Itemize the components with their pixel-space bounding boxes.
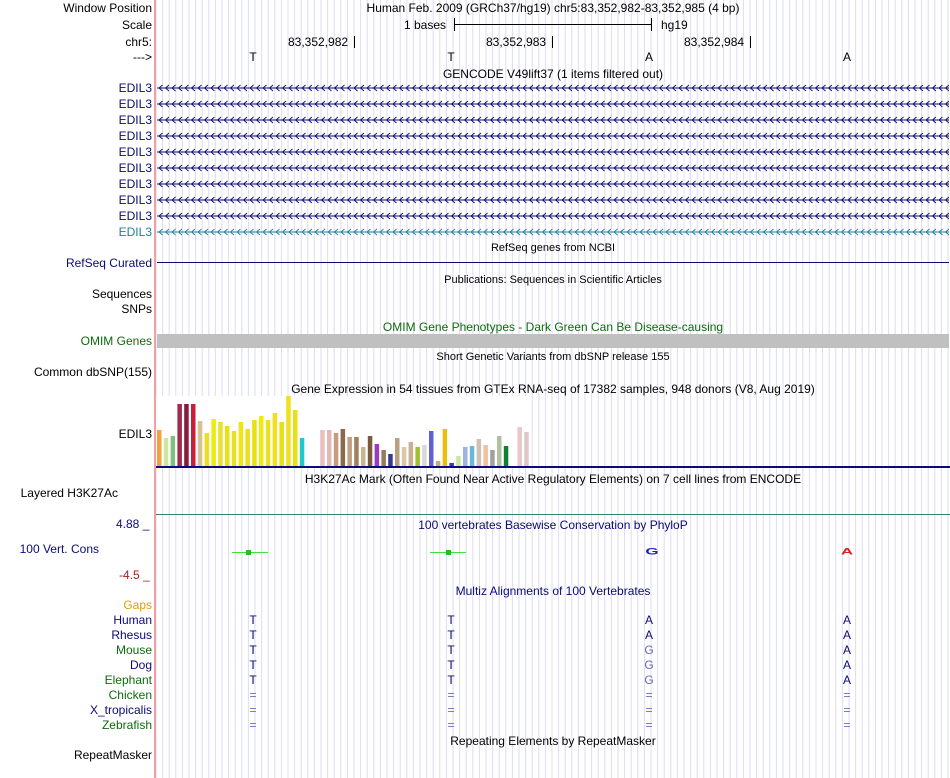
gencode-gene-label[interactable]: EDIL3	[118, 113, 152, 127]
multiz-aligned-base: =	[843, 688, 851, 702]
ref-base: A	[842, 50, 851, 64]
gtex-tissue-bar[interactable]	[191, 404, 196, 466]
multiz-species-label[interactable]: Elephant	[104, 673, 152, 687]
phylop-bar-marker	[446, 550, 451, 555]
gtex-tissue-bar[interactable]	[497, 436, 502, 466]
gtex-tissue-bar[interactable]	[273, 413, 278, 466]
gtex-tissue-bar[interactable]	[327, 430, 332, 466]
phylop-track-label[interactable]: 100 Vert. Cons	[19, 542, 99, 556]
multiz-aligned-base: G	[644, 643, 654, 657]
multiz-aligned-base: =	[249, 688, 257, 702]
gtex-tissue-bar[interactable]	[177, 404, 182, 466]
multiz-species-label[interactable]: Mouse	[115, 643, 152, 657]
gtex-tissue-bar[interactable]	[266, 420, 271, 466]
gtex-tissue-bar[interactable]	[375, 444, 380, 466]
gencode-gene-label[interactable]: EDIL3	[118, 129, 152, 143]
gtex-tissue-bar[interactable]	[368, 436, 373, 466]
gencode-gene-model[interactable]	[157, 227, 949, 237]
gtex-tissue-bar[interactable]	[198, 421, 203, 466]
gtex-tissue-bar[interactable]	[211, 419, 216, 466]
gtex-baseline	[156, 466, 950, 468]
multiz-aligned-base: =	[645, 688, 653, 702]
ref-base: T	[249, 50, 257, 64]
publications-track-label[interactable]: Sequences	[91, 287, 152, 301]
multiz-aligned-base: T	[447, 673, 455, 687]
gtex-tissue-bar[interactable]	[259, 416, 264, 466]
gencode-gene-model[interactable]	[157, 163, 949, 173]
multiz-aligned-base: T	[249, 658, 257, 672]
repeatmasker-track-label[interactable]: RepeatMasker	[73, 748, 152, 762]
scale-bar	[454, 24, 652, 25]
scale-bar-right-tick	[651, 18, 652, 31]
multiz-species-label[interactable]: Zebrafish	[101, 718, 152, 732]
gtex-track-label[interactable]: EDIL3	[118, 427, 152, 441]
multiz-aligned-base: =	[249, 703, 257, 717]
gtex-tissue-bar[interactable]	[205, 433, 210, 466]
refseq-track-title[interactable]: RefSeq genes from NCBI	[490, 242, 616, 254]
h3k27ac-track-title[interactable]: H3K27Ac Mark (Often Found Near Active Regulatory Elements) on 7 cell lines from ENCODE	[304, 472, 802, 486]
gtex-tissue-bar[interactable]	[429, 431, 434, 466]
multiz-aligned-base: A	[842, 613, 851, 627]
gtex-tissue-bar[interactable]	[184, 404, 189, 466]
omim-gene-bar[interactable]	[157, 334, 949, 348]
position-tick-mark-1	[354, 36, 355, 48]
gencode-gene-model[interactable]	[157, 147, 949, 157]
position-tick-1: 83,352,982	[288, 35, 349, 49]
chrom-label: chr5:	[125, 35, 152, 49]
gtex-tissue-bar[interactable]	[477, 439, 482, 466]
dbsnp-track-label[interactable]: Common dbSNP(155)	[33, 365, 152, 379]
gencode-gene-label[interactable]: EDIL3	[118, 193, 152, 207]
gencode-gene-label[interactable]: EDIL3	[118, 161, 152, 175]
gtex-tissue-bar[interactable]	[334, 433, 339, 466]
multiz-aligned-base: =	[447, 718, 455, 732]
gtex-tissue-bar[interactable]	[517, 427, 522, 466]
gtex-tissue-bar[interactable]	[320, 430, 325, 466]
gtex-tissue-bar[interactable]	[402, 447, 407, 466]
gtex-tissue-bar[interactable]	[381, 450, 386, 466]
multiz-track-title[interactable]: Multiz Alignments of 100 Vertebrates	[455, 584, 651, 598]
gtex-tissue-bar[interactable]	[341, 429, 346, 466]
gtex-tissue-bar[interactable]	[483, 445, 488, 466]
refseq-track-label[interactable]: RefSeq Curated	[65, 256, 152, 270]
gtex-tissue-bar[interactable]	[218, 422, 223, 466]
multiz-aligned-base: A	[644, 613, 653, 627]
position-tick-mark-3	[750, 36, 751, 48]
multiz-aligned-base: =	[645, 703, 653, 717]
multiz-aligned-base: T	[447, 658, 455, 672]
scale-bar-left-tick	[454, 18, 455, 31]
position-tick-mark-2	[552, 36, 553, 48]
multiz-species-label[interactable]: Dog	[129, 658, 152, 672]
phylop-bar-marker	[246, 550, 251, 555]
gtex-tissue-bar[interactable]	[504, 446, 509, 466]
gtex-tissue-bar[interactable]	[279, 422, 284, 466]
multiz-aligned-base: =	[249, 718, 257, 732]
gtex-tissue-bar[interactable]	[300, 438, 305, 466]
publications-track-title[interactable]: Publications: Sequences in Scientific Articles	[444, 274, 662, 286]
position-tick-2: 83,352,983	[486, 35, 547, 49]
multiz-aligned-base: T	[447, 628, 455, 642]
gtex-track-title[interactable]: Gene Expression in 54 tissues from GTEx RNA-seq of 17382 samples, 948 donors (V8, Aug 2019)	[291, 382, 815, 396]
gtex-tissue-bar[interactable]	[293, 410, 298, 466]
multiz-aligned-base: =	[447, 688, 455, 702]
gtex-tissue-bar[interactable]	[286, 396, 291, 466]
multiz-aligned-base: T	[249, 643, 257, 657]
gtex-tissue-bar[interactable]	[252, 420, 257, 466]
gtex-tissue-bar[interactable]	[490, 450, 495, 466]
dbsnp-track-title[interactable]: Short Genetic Variants from dbSNP release 155	[436, 351, 670, 363]
snps-track-label[interactable]: SNPs	[121, 302, 152, 316]
multiz-aligned-base: A	[842, 658, 851, 672]
phylop-min-label: -4.5 _	[119, 568, 150, 582]
gencode-gene-label[interactable]: EDIL3	[118, 81, 152, 95]
phylop-logo-letter-g: G	[645, 546, 659, 557]
position-tick-3: 83,352,984	[684, 35, 745, 49]
gtex-tissue-bar[interactable]	[245, 429, 250, 466]
multiz-aligned-base: T	[447, 643, 455, 657]
gtex-tissue-bar[interactable]	[164, 438, 169, 466]
gtex-tissue-bar[interactable]	[225, 426, 230, 466]
omim-track-label[interactable]: OMIM Genes	[80, 334, 152, 348]
ref-base: A	[644, 50, 653, 64]
gtex-tissue-bar[interactable]	[361, 447, 366, 466]
multiz-gaps-label: Gaps	[123, 598, 152, 612]
scale-label: Scale	[121, 18, 152, 32]
multiz-aligned-base: =	[645, 718, 653, 732]
phylop-track-title[interactable]: 100 vertebrates Basewise Conservation by PhyloP	[418, 518, 688, 532]
phylop-logo-letter-a: A	[840, 546, 854, 557]
gencode-gene-model[interactable]	[157, 115, 949, 125]
multiz-aligned-base: =	[843, 718, 851, 732]
scale-bases-text: 1 bases	[404, 18, 447, 32]
multiz-aligned-base: T	[249, 673, 257, 687]
gtex-tissue-bar[interactable]	[388, 454, 393, 466]
gtex-tissue-bar[interactable]	[395, 438, 400, 466]
multiz-species-label[interactable]: X_tropicalis	[89, 703, 152, 717]
gencode-gene-model[interactable]	[157, 99, 949, 109]
multiz-aligned-base: T	[249, 628, 257, 642]
multiz-aligned-base: =	[843, 703, 851, 717]
multiz-aligned-base: T	[249, 613, 257, 627]
gtex-tissue-bar[interactable]	[524, 432, 529, 466]
gtex-tissue-bar[interactable]	[409, 442, 414, 466]
gtex-tissue-bar[interactable]	[422, 445, 427, 466]
multiz-aligned-base: =	[447, 703, 455, 717]
repeatmasker-track-title[interactable]: Repeating Elements by RepeatMasker	[450, 734, 656, 748]
gencode-gene-label[interactable]: EDIL3	[118, 209, 152, 223]
phylop-max-label: 4.88 _	[116, 517, 150, 531]
gencode-gene-label[interactable]: EDIL3	[118, 97, 152, 111]
multiz-species-label[interactable]: Chicken	[108, 688, 152, 702]
gtex-tissue-bar[interactable]	[232, 431, 237, 466]
gencode-gene-label[interactable]: EDIL3	[118, 177, 152, 191]
multiz-aligned-base: G	[644, 673, 654, 687]
gtex-tissue-bar[interactable]	[354, 437, 359, 466]
scale-db-label: hg19	[661, 18, 688, 32]
gtex-tissue-bar[interactable]	[443, 429, 448, 466]
gencode-gene-model[interactable]	[157, 211, 949, 221]
multiz-aligned-base: A	[842, 643, 851, 657]
strand-label: --->	[133, 50, 152, 64]
refseq-gene-line[interactable]	[157, 262, 949, 263]
gtex-expression-chart[interactable]	[156, 396, 536, 468]
gtex-tissue-bar[interactable]	[171, 436, 176, 466]
gencode-gene-model[interactable]	[157, 195, 949, 205]
multiz-species-label[interactable]: Human	[113, 613, 152, 627]
gencode-gene-label[interactable]: EDIL3	[118, 225, 152, 239]
gtex-tissue-bar[interactable]	[415, 447, 420, 466]
gencode-track-title[interactable]: GENCODE V49lift37 (1 items filtered out)	[442, 67, 664, 81]
gencode-gene-model[interactable]	[157, 131, 949, 141]
window-position-value[interactable]: Human Feb. 2009 (GRCh37/hg19) chr5:83,352,982-83,352,985 (4 bp)	[366, 1, 740, 15]
h3k27ac-baseline	[156, 514, 950, 515]
gtex-tissue-bar[interactable]	[456, 456, 461, 466]
label-area-divider	[154, 0, 156, 778]
multiz-species-label[interactable]: Rhesus	[111, 628, 152, 642]
multiz-aligned-base: A	[842, 673, 851, 687]
h3k27ac-track-label[interactable]: Layered H3K27Ac	[20, 486, 118, 500]
multiz-aligned-base: A	[842, 628, 851, 642]
ref-base: T	[447, 50, 455, 64]
gtex-tissue-bar[interactable]	[239, 422, 244, 466]
gencode-gene-model[interactable]	[157, 179, 949, 189]
multiz-aligned-base: T	[447, 613, 455, 627]
gtex-tissue-bar[interactable]	[470, 446, 475, 466]
gtex-tissue-bar[interactable]	[157, 430, 162, 466]
gtex-tissue-bar[interactable]	[347, 437, 352, 466]
gencode-gene-label[interactable]: EDIL3	[118, 145, 152, 159]
multiz-aligned-base: A	[644, 628, 653, 642]
gencode-gene-model[interactable]	[157, 83, 949, 93]
window-position-label: Window Position	[63, 1, 152, 15]
omim-track-title[interactable]: OMIM Gene Phenotypes - Dark Green Can Be Disease-causing	[382, 320, 724, 334]
gtex-tissue-bar[interactable]	[463, 447, 468, 466]
multiz-aligned-base: G	[644, 658, 654, 672]
